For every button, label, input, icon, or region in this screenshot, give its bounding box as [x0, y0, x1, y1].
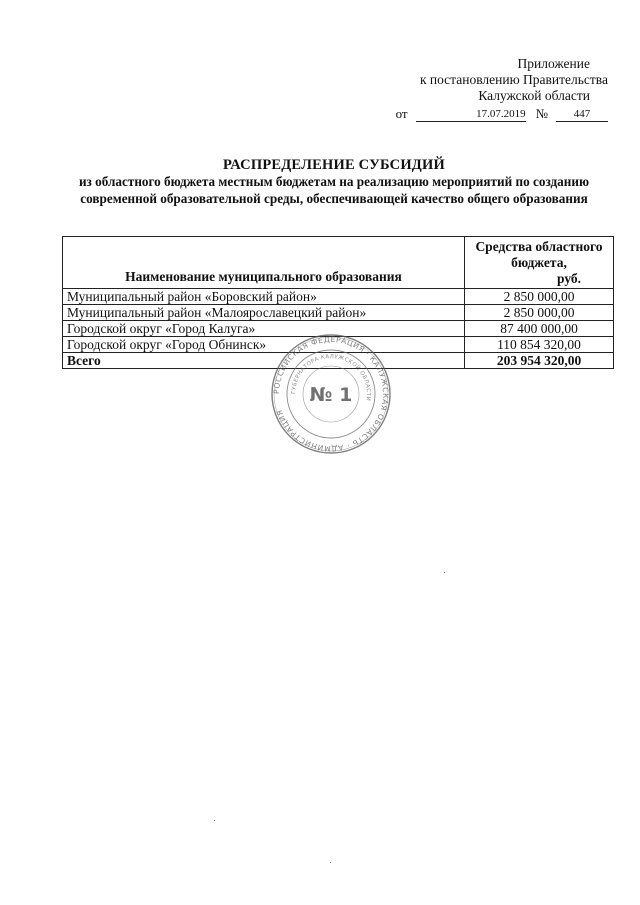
- appendix-line-3: Калужской области: [478, 88, 590, 103]
- scan-speck: [444, 572, 445, 573]
- document-subtitle: из областного бюджета местным бюджетам на реализацию мероприятий по созданию современной образовательной среды, обеспечивающей качество общего образования: [78, 174, 590, 206]
- row-amount: 87 400 000,00: [465, 321, 614, 337]
- header-name: Наименование муниципального образования: [63, 237, 465, 289]
- row-amount: 2 850 000,00: [465, 289, 614, 305]
- header-amount-line-1: Средства областного: [475, 239, 603, 254]
- header-amount-line-3: руб.: [556, 271, 582, 286]
- decree-number: 447: [556, 108, 608, 122]
- total-amount: 203 954 320,00: [465, 353, 614, 369]
- appendix-line-2: к постановлению Правительства: [419, 72, 608, 87]
- decree-number-label: №: [535, 106, 548, 121]
- row-amount: 2 850 000,00: [465, 305, 614, 321]
- table-row: [63, 289, 614, 305]
- seal-inner-text-path: ГУБЕРНАТОРА КАЛУЖСКОЙ ОБЛАСТИ: [290, 353, 372, 402]
- seal-number: № 1: [309, 384, 353, 406]
- row-name: Муниципальный район «Боровский район»: [63, 289, 465, 305]
- official-seal-stamp: [270, 333, 392, 455]
- appendix-line-1: Приложение: [517, 56, 590, 71]
- decree-date: 17.07.2019: [416, 108, 526, 122]
- row-name: Муниципальный район «Малоярославецкий район»: [63, 305, 465, 321]
- header-amount: [465, 237, 614, 289]
- scan-speck: [330, 862, 331, 863]
- header-amount-line-2: бюджета,: [511, 255, 567, 270]
- appendix-header: [388, 56, 608, 122]
- decree-reference: [388, 106, 608, 122]
- table-row: [63, 305, 614, 321]
- row-name: Городской округ «Город Обнинск»: [63, 337, 465, 353]
- document-title: РАСПРЕДЕЛЕНИЕ СУБСИДИЙ: [223, 157, 445, 173]
- row-name: Городской округ «Город Калуга»: [63, 321, 465, 337]
- seal-outer-text-path: РОССИЙСКАЯ ФЕДЕРАЦИЯ · КАЛУЖСКАЯ ОБЛАСТЬ · АДМИНИСТРАЦИЯ: [271, 334, 391, 454]
- table-header-row: [63, 237, 614, 289]
- title-block: [54, 156, 614, 207]
- decree-from-label: от: [395, 106, 408, 121]
- total-label: Всего: [63, 353, 465, 369]
- row-amount: 110 854 320,00: [465, 337, 614, 353]
- scan-speck: [214, 820, 215, 821]
